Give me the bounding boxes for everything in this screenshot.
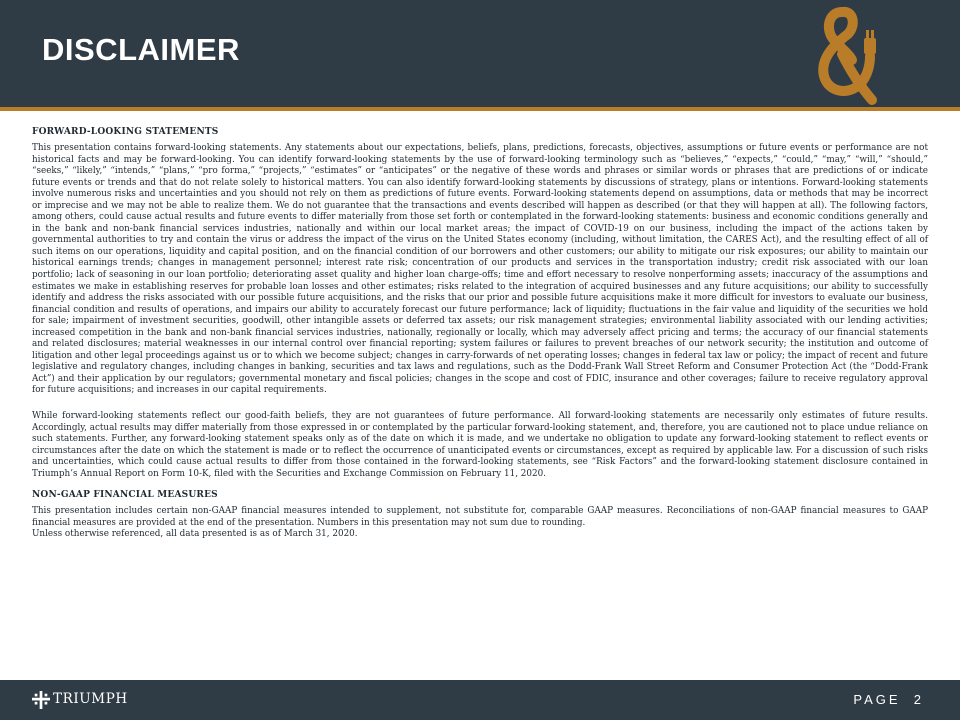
page-title: DISCLAIMER: [42, 32, 240, 67]
section-heading-non-gaap: NON-GAAP FINANCIAL MEASURES: [32, 490, 218, 501]
non-gaap-paragraph-1: This presentation includes certain non-GAAP financial measures intended to supplement, not substitute for, comparable GAAP measures. Reconciliations of non-GAAP financial measures to GAAP financial measures are provided at the end of the presentation. Numbers in this presentation may not sum due to rounding.: [32, 506, 928, 528]
page-label-text: PAGE: [853, 692, 901, 707]
non-gaap-paragraph-2: Unless otherwise referenced, all data presented is as of March 31, 2020.: [32, 529, 358, 540]
triumph-cross-icon: [32, 691, 50, 709]
section-heading-forward-looking: FORWARD-LOOKING STATEMENTS: [32, 127, 219, 137]
disclaimer-body: [32, 127, 928, 541]
forward-looking-paragraph-1: This presentation contains forward-looking statements. Any statements about our expectations, beliefs, plans, predictions, forecasts, objectives, assumptions or future events or performance are not historical facts and may be forward-looking. You can identify forward-looking statements by the use of forward-looking terminology such as “believes,” “expects,” “could,” “may,” “will,” “should,” “seeks,” “likely,” “intends,” “plans,” “pro forma,” “projects,” “estimates” or “anticipates” or the negative of these words and phrases or similar words or phrases that are predictions of or indicate future events or trends and that do not relate solely to historical matters. You can also identify forward-looking statements by discussions of strategy, plans or intentions. Forward-looking statements involve numerous risks and uncertainties and you should not rely on them as predictions of future events. Forward-looking statements depend on assumptions, data or methods that may be incorrect or imprecise and we may not be able to realize them. We do not guarantee that the transactions and events described will happen as described (or that they will happen at all). The following factors, among others, could cause actual results and future events to differ materially from those set forth or contemplated in the forward-looking statements: business and economic conditions generally and in the bank and non-bank financial services industries, nationally and within our local market areas; the impact of COVID-19 on our business, including the impact of the actions taken by governmental authorities to try and contain the virus or address the impact of the virus on the United States economy (including, without limitation, the CARES Act), and the resulting effect of all of such items on our operations, liquidity and capital position, and on the financial condition of our borrowers and other customers; our ability to mitigate our risk exposures; our ability to maintain our historical earnings trends; changes in management personnel; interest rate risk; concentration of our products and services in the transportation industry; credit risk associated with our loan portfolio; lack of seasoning in our loan portfolio; deteriorating asset quality and higher loan charge-offs; time and effort necessary to resolve nonperforming assets; inaccuracy of the assumptions and estimates we make in establishing reserves for probable loan losses and other estimates; risks related to the integration of acquired businesses and any future acquisitions; our ability to successfully identify and address the risks associated with our possible future acquisitions, and the risks that our prior and possible future acquisitions make it more difficult for investors to evaluate our business, financial condition and results of operations, and impairs our ability to accurately forecast our future performance; lack of liquidity; fluctuations in the fair value and liquidity of the securities we hold for sale; impairment of investment securities, goodwill, other intangible assets or deferred tax assets; our risk management strategies; environmental liability associated with our lending activities; increased competition in the bank and non-bank financial services industries, nationally, regionally or locally, which may adversely affect pricing and terms; the accuracy of our financial statements and related disclosures; material weaknesses in our internal control over financial reporting; system failures or failures to prevent breaches of our network security; the institution and outcome of litigation and other legal proceedings against us or to which we become subject; changes in carry-forwards of net operating losses; changes in federal tax law or policy; the impact of recent and future legislative and regulatory changes, including changes in banking, securities and tax laws and regulations, such as the Dodd-Frank Wall Street Reform and Consumer Protection Act (the “Dodd-Frank Act”) and their application by our regulators; governmental monetary and fiscal policies; changes in the scope and cost of FDIC, insurance and other coverages; failure to receive regulatory approval for future acquisitions; and increases in our capital requirements.: [32, 143, 928, 396]
footer-bar: [0, 680, 960, 720]
ampersand-plug-icon: [812, 0, 884, 108]
forward-looking-paragraph-2: While forward-looking statements reflect our good-faith beliefs, they are not guarantees of future performance. All forward-looking statements are necessarily only estimates of future results. Accordingly, actual results may differ materially from those expressed in or contemplated by the particular forward-looking statement, and, therefore, you are cautioned not to place undue reliance on such statements. Further, any forward-looking statement speaks only as of the date on which it is made, and we undertake no obligation to update any forward-looking statement to reflect events or circumstances after the date on which the statement is made or to reflect the occurrence of unanticipated events or circumstances, except as required by applicable law. For a discussion of such risks and uncertainties, which could cause actual results to differ from those contained in the forward-looking statements, see “Risk Factors” and the forward-looking statement disclosure contained in Triumph’s Annual Report on Form 10-K, filed with the Securities and Exchange Commission on February 11, 2020.: [32, 411, 928, 479]
page-number-value: 2: [913, 692, 924, 707]
footer-brand-name: TRIUMPH: [53, 691, 128, 707]
page-number: [853, 692, 924, 707]
